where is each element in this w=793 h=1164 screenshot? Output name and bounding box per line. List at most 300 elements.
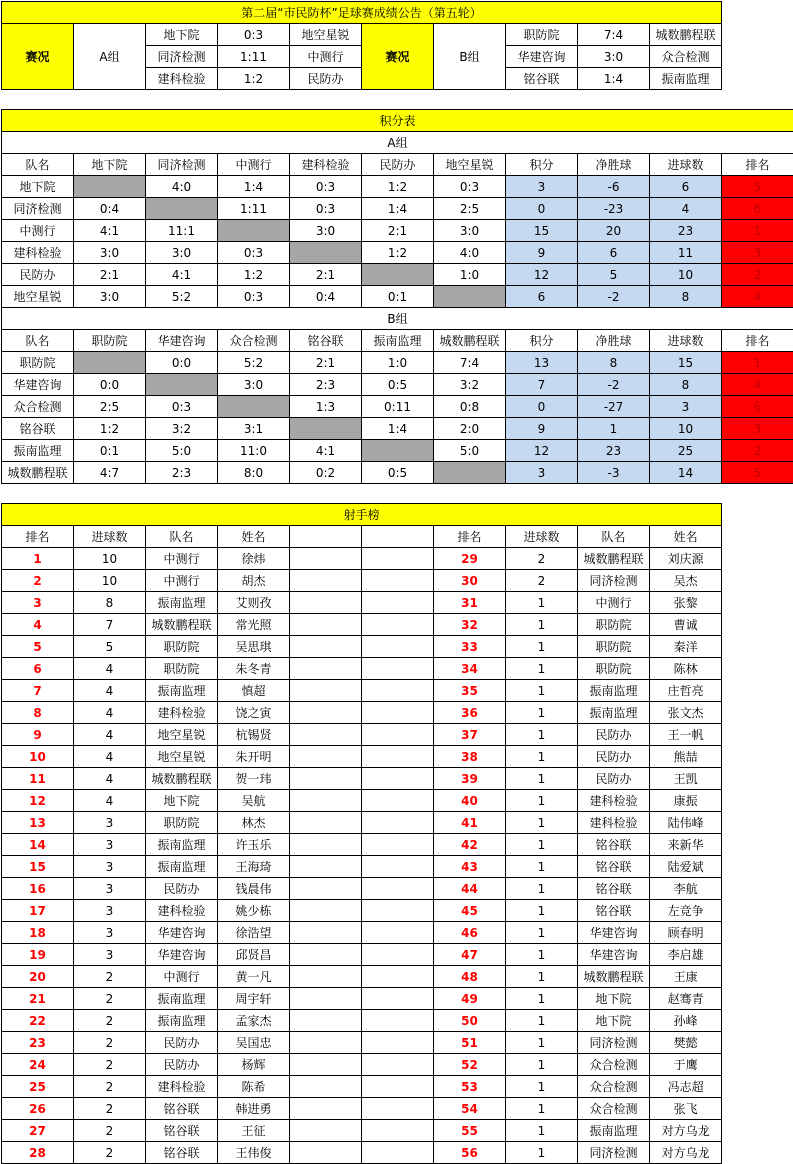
scorer-player-name: 张黎: [650, 592, 722, 614]
scorer-row: [2, 900, 722, 922]
scorer-row: [2, 768, 722, 790]
scorer-rank: 14: [2, 834, 74, 856]
scorer-team-name: 中测行: [146, 570, 218, 592]
column-header: 积分: [506, 154, 578, 176]
spacer-cell: [362, 922, 434, 944]
spacer-cell: [362, 1120, 434, 1142]
scorer-goals: 2: [74, 1076, 146, 1098]
spacer-cell: [362, 856, 434, 878]
scorer-rank: 4: [2, 614, 74, 636]
self-match-cell: [146, 198, 218, 220]
scorer-rank: 43: [434, 856, 506, 878]
scorer-player-name: 杭锡贤: [218, 724, 290, 746]
scorer-team-name: 民防办: [578, 724, 650, 746]
match-score: 3:2: [434, 374, 506, 396]
scorers-header-row: [2, 526, 722, 548]
goals-for: 14: [650, 462, 722, 484]
goals-for: 11: [650, 242, 722, 264]
team-name: 众合检测: [2, 396, 74, 418]
scorer-team-name: 地下院: [578, 1010, 650, 1032]
scorer-rank: 9: [2, 724, 74, 746]
table-row: [2, 264, 793, 286]
scorer-row: [2, 988, 722, 1010]
scorer-rank: 15: [2, 856, 74, 878]
match-score: 1:0: [362, 352, 434, 374]
scorer-rank: 16: [2, 878, 74, 900]
scorer-goals: 10: [74, 570, 146, 592]
match-score: 2:1: [362, 220, 434, 242]
rank: 5: [722, 462, 793, 484]
scorer-goals: 1: [506, 746, 578, 768]
scorer-goals: 1: [506, 702, 578, 724]
spacer-cell: [362, 658, 434, 680]
scorer-row: [2, 1032, 722, 1054]
match-score: 1:2: [362, 176, 434, 198]
match-score: 1:4: [362, 418, 434, 440]
self-match-cell: [290, 418, 362, 440]
scorer-goals: 1: [506, 1032, 578, 1054]
scorer-team-name: 民防办: [146, 878, 218, 900]
scorer-player-name: 左竞争: [650, 900, 722, 922]
column-header: 队名: [2, 154, 74, 176]
scorer-player-name: 黄一凡: [218, 966, 290, 988]
spacer-cell: [290, 1076, 362, 1098]
scorer-goals: 1: [506, 790, 578, 812]
scorer-player-name: 韩进勇: [218, 1098, 290, 1120]
scorer-player-name: 王康: [650, 966, 722, 988]
rank: 2: [722, 264, 793, 286]
column-header: 净胜球: [578, 330, 650, 352]
points: 12: [506, 264, 578, 286]
scorer-team-name: 城数鹏程联: [146, 614, 218, 636]
match-score: 1:2: [218, 68, 290, 90]
match-home: 职防院: [506, 24, 578, 46]
spacer-cell: [290, 988, 362, 1010]
column-header: 城数鹏程联: [434, 330, 506, 352]
match-score: 2:5: [434, 198, 506, 220]
scorer-rank: 22: [2, 1010, 74, 1032]
rank: 2: [722, 440, 793, 462]
match-score: 1:4: [362, 198, 434, 220]
scorer-rank: 46: [434, 922, 506, 944]
match-score: 2:3: [290, 374, 362, 396]
scorer-goals: 1: [506, 944, 578, 966]
scorer-rank: 20: [2, 966, 74, 988]
scorer-rank: 44: [434, 878, 506, 900]
match-score: 0:3: [146, 396, 218, 418]
table-row: [2, 418, 793, 440]
goal-difference: 5: [578, 264, 650, 286]
match-score: 3:1: [218, 418, 290, 440]
team-name: 中测行: [2, 220, 74, 242]
scorer-goals: 5: [74, 636, 146, 658]
match-score: 1:11: [218, 46, 290, 68]
scorer-rank: 48: [434, 966, 506, 988]
scorer-team-name: 建科检验: [578, 790, 650, 812]
standings-table: [1, 109, 793, 484]
scorer-team-name: 振南监理: [578, 702, 650, 724]
scorer-goals: 1: [506, 922, 578, 944]
points: 12: [506, 440, 578, 462]
team-name: 职防院: [2, 352, 74, 374]
scorer-player-name: 常光照: [218, 614, 290, 636]
spacer-cell: [290, 570, 362, 592]
scorer-team-name: 建科检验: [146, 702, 218, 724]
points: 3: [506, 462, 578, 484]
scorer-team-name: 民防办: [146, 1032, 218, 1054]
scorer-rank: 6: [2, 658, 74, 680]
scorer-team-name: 城数鹏程联: [578, 548, 650, 570]
column-header: 华建咨询: [146, 330, 218, 352]
scorer-rank: 42: [434, 834, 506, 856]
scorer-goals: 4: [74, 768, 146, 790]
table-row: [2, 286, 793, 308]
scorer-player-name: 吴国忠: [218, 1032, 290, 1054]
goal-difference: -3: [578, 462, 650, 484]
rank: 6: [722, 198, 793, 220]
spacer-cell: [290, 944, 362, 966]
table-row: [2, 198, 793, 220]
scorer-player-name: 饶之寅: [218, 702, 290, 724]
scorer-player-name: 陈林: [650, 658, 722, 680]
scorer-rank: 7: [2, 680, 74, 702]
scorer-row: [2, 944, 722, 966]
scorers-table: [1, 503, 722, 1164]
scorer-team-name: 中测行: [146, 548, 218, 570]
scorer-team-name: 铭谷联: [578, 856, 650, 878]
rank: 3: [722, 418, 793, 440]
scorer-team-name: 职防院: [578, 658, 650, 680]
spacer-cell: [290, 702, 362, 724]
scorer-team-name: 华建咨询: [578, 944, 650, 966]
scorer-player-name: 吴杰: [650, 570, 722, 592]
scorer-player-name: 李航: [650, 878, 722, 900]
scorer-player-name: 吴思琪: [218, 636, 290, 658]
match-score: 0:4: [290, 286, 362, 308]
scorer-goals: 1: [506, 724, 578, 746]
scorer-player-name: 姚少栋: [218, 900, 290, 922]
scorer-rank: 10: [2, 746, 74, 768]
goal-difference: 6: [578, 242, 650, 264]
scorer-goals: 4: [74, 658, 146, 680]
column-header: 中测行: [218, 154, 290, 176]
scorer-rank: 19: [2, 944, 74, 966]
spacer-cell: [362, 1010, 434, 1032]
scorer-team-name: 民防办: [146, 1054, 218, 1076]
scorer-row: [2, 1054, 722, 1076]
spacer-cell: [290, 966, 362, 988]
scorer-goals: 4: [74, 790, 146, 812]
scorer-row: [2, 680, 722, 702]
match-score: 11:1: [146, 220, 218, 242]
scorer-team-name: 职防院: [146, 812, 218, 834]
scorer-rank: 18: [2, 922, 74, 944]
scorer-team-name: 铭谷联: [146, 1142, 218, 1164]
scorer-rank: 29: [434, 548, 506, 570]
scorer-row: [2, 658, 722, 680]
scorer-player-name: 曹诚: [650, 614, 722, 636]
spacer-cell: [362, 1142, 434, 1164]
team-name: 地空星锐: [2, 286, 74, 308]
scorer-player-name: 朱开明: [218, 746, 290, 768]
self-match-cell: [218, 396, 290, 418]
goals-for: 10: [650, 264, 722, 286]
column-header: 进球数: [650, 154, 722, 176]
scorer-team-name: 振南监理: [146, 1010, 218, 1032]
goal-difference: -2: [578, 286, 650, 308]
scorer-player-name: 王凯: [650, 768, 722, 790]
column-header: 建科检验: [290, 154, 362, 176]
goal-difference: 8: [578, 352, 650, 374]
scorer-row: [2, 570, 722, 592]
table-row: [2, 352, 793, 374]
scorer-team-name: 城数鹏程联: [146, 768, 218, 790]
scorer-player-name: 胡杰: [218, 570, 290, 592]
scorer-player-name: 陆伟峰: [650, 812, 722, 834]
column-header: 姓名: [218, 526, 290, 548]
match-score: 0:3: [290, 176, 362, 198]
scorer-row: [2, 548, 722, 570]
match-score: 1:3: [290, 396, 362, 418]
spacer-cell: [362, 1054, 434, 1076]
scorer-goals: 4: [74, 724, 146, 746]
match-score: 2:0: [434, 418, 506, 440]
scorer-goals: 1: [506, 900, 578, 922]
self-match-cell: [434, 286, 506, 308]
spacer-cell: [290, 834, 362, 856]
spacer-cell: [362, 548, 434, 570]
scorer-rank: 23: [2, 1032, 74, 1054]
scorer-goals: 1: [506, 1098, 578, 1120]
scorer-rank: 52: [434, 1054, 506, 1076]
self-match-cell: [434, 462, 506, 484]
scorer-team-name: 华建咨询: [578, 922, 650, 944]
goals-for: 23: [650, 220, 722, 242]
scorer-goals: 2: [506, 570, 578, 592]
scorer-row: [2, 790, 722, 812]
spacer-cell: [362, 592, 434, 614]
match-home: 建科检验: [146, 68, 218, 90]
scorer-team-name: 铭谷联: [146, 1120, 218, 1142]
scorer-rank: 39: [434, 768, 506, 790]
rank: 1: [722, 220, 793, 242]
scorer-row: [2, 834, 722, 856]
scorer-player-name: 对方乌龙: [650, 1142, 722, 1164]
scorer-player-name: 对方乌龙: [650, 1120, 722, 1142]
match-home: 华建咨询: [506, 46, 578, 68]
scorer-rank: 37: [434, 724, 506, 746]
spacer-cell: [290, 592, 362, 614]
announcement-title: 第二届“市民防杯”足球赛成绩公告（第五轮）: [2, 2, 722, 24]
match-score: 5:2: [146, 286, 218, 308]
match-score: 1:4: [218, 176, 290, 198]
scorer-team-name: 振南监理: [146, 592, 218, 614]
spacer-cell: [290, 1120, 362, 1142]
spacer-cell: [290, 856, 362, 878]
goals-for: 6: [650, 176, 722, 198]
spacer-cell: [362, 724, 434, 746]
spacer-cell: [290, 746, 362, 768]
scorer-player-name: 周宇轩: [218, 988, 290, 1010]
scorer-goals: 1: [506, 1054, 578, 1076]
match-score: 0:11: [362, 396, 434, 418]
scorer-player-name: 陆爱斌: [650, 856, 722, 878]
goal-difference: 20: [578, 220, 650, 242]
match-score: 0:3: [218, 24, 290, 46]
spacer-cell: [290, 1142, 362, 1164]
spacer-cell: [362, 614, 434, 636]
scorer-rank: 5: [2, 636, 74, 658]
scorer-rank: 53: [434, 1076, 506, 1098]
team-name: 民防办: [2, 264, 74, 286]
points: 9: [506, 418, 578, 440]
scorer-player-name: 孟家杰: [218, 1010, 290, 1032]
scorer-player-name: 孙峰: [650, 1010, 722, 1032]
spacer-cell: [290, 1010, 362, 1032]
scorer-player-name: 于鹰: [650, 1054, 722, 1076]
scorer-rank: 33: [434, 636, 506, 658]
scorer-team-name: 地空星锐: [146, 724, 218, 746]
match-score: 5:0: [146, 440, 218, 462]
spacer-cell: [362, 1032, 434, 1054]
match-score: 3:0: [290, 220, 362, 242]
scorer-player-name: 艾则孜: [218, 592, 290, 614]
scorer-player-name: 秦洋: [650, 636, 722, 658]
group-b-name: B组: [434, 24, 506, 90]
goal-difference: -27: [578, 396, 650, 418]
match-home: 地下院: [146, 24, 218, 46]
goal-difference: -6: [578, 176, 650, 198]
status-label-a: 赛况: [2, 24, 74, 90]
scorer-rank: 26: [2, 1098, 74, 1120]
match-score: 5:2: [218, 352, 290, 374]
match-score: 3:0: [578, 46, 650, 68]
spacer-cell: [362, 768, 434, 790]
scorer-team-name: 众合检测: [578, 1098, 650, 1120]
scorer-rank: 11: [2, 768, 74, 790]
spacer-cell: [362, 988, 434, 1010]
scorer-rank: 28: [2, 1142, 74, 1164]
match-score: 11:0: [218, 440, 290, 462]
goals-for: 3: [650, 396, 722, 418]
scorer-player-name: 徐炜: [218, 548, 290, 570]
team-name: 铭谷联: [2, 418, 74, 440]
goal-difference: -2: [578, 374, 650, 396]
scorer-goals: 1: [506, 680, 578, 702]
rank: 1: [722, 352, 793, 374]
scorer-player-name: 庄哲亮: [650, 680, 722, 702]
points: 0: [506, 198, 578, 220]
match-score: 3:0: [74, 242, 146, 264]
scorer-team-name: 振南监理: [146, 856, 218, 878]
scorer-rank: 54: [434, 1098, 506, 1120]
scorer-row: [2, 1076, 722, 1098]
match-score: 0:3: [218, 286, 290, 308]
scorer-goals: 1: [506, 636, 578, 658]
scorer-rank: 25: [2, 1076, 74, 1098]
column-header: 排名: [722, 154, 793, 176]
self-match-cell: [290, 242, 362, 264]
scorer-rank: 27: [2, 1120, 74, 1142]
scorer-rank: 40: [434, 790, 506, 812]
scorer-team-name: 铭谷联: [578, 878, 650, 900]
match-score: 0:5: [362, 374, 434, 396]
spacer-cell: [290, 526, 362, 548]
scorer-player-name: 许玉乐: [218, 834, 290, 856]
scorer-goals: 2: [74, 966, 146, 988]
spacer-cell: [290, 1054, 362, 1076]
scorer-player-name: 李启雄: [650, 944, 722, 966]
scorer-goals: 3: [74, 834, 146, 856]
scorer-player-name: 陈希: [218, 1076, 290, 1098]
table-row: [2, 440, 793, 462]
scorer-goals: 3: [74, 944, 146, 966]
match-score: 2:3: [146, 462, 218, 484]
match-score: 2:1: [74, 264, 146, 286]
scorer-team-name: 职防院: [146, 658, 218, 680]
scorer-goals: 1: [506, 1120, 578, 1142]
match-away: 众合检测: [650, 46, 722, 68]
match-score: 0:2: [290, 462, 362, 484]
spacer-cell: [362, 570, 434, 592]
spacer-cell: [290, 790, 362, 812]
spacer-cell: [290, 1032, 362, 1054]
column-header: 排名: [2, 526, 74, 548]
scorer-goals: 2: [74, 1054, 146, 1076]
scorer-row: [2, 746, 722, 768]
team-name: 建科检验: [2, 242, 74, 264]
match-score: 0:0: [74, 374, 146, 396]
spacer-cell: [290, 812, 362, 834]
scorer-row: [2, 702, 722, 724]
match-score: 3:2: [146, 418, 218, 440]
match-score: 8:0: [218, 462, 290, 484]
rank: 4: [722, 286, 793, 308]
match-score: 4:0: [434, 242, 506, 264]
scorer-team-name: 民防办: [578, 746, 650, 768]
scorer-team-name: 振南监理: [146, 988, 218, 1010]
scorer-team-name: 同济检测: [578, 1032, 650, 1054]
scorer-team-name: 铭谷联: [578, 834, 650, 856]
match-score: 0:1: [74, 440, 146, 462]
scorer-player-name: 刘庆源: [650, 548, 722, 570]
table-row: [2, 220, 793, 242]
spacer-cell: [290, 680, 362, 702]
match-away: 城数鹏程联: [650, 24, 722, 46]
status-label-b: 赛况: [362, 24, 434, 90]
spacer-cell: [362, 1076, 434, 1098]
spacer-cell: [362, 812, 434, 834]
scorer-row: [2, 966, 722, 988]
scorer-team-name: 同济检测: [578, 1142, 650, 1164]
spacer-cell: [362, 834, 434, 856]
self-match-cell: [218, 220, 290, 242]
group-a-name: A组: [74, 24, 146, 90]
scorer-goals: 1: [506, 966, 578, 988]
match-score: 1:2: [218, 264, 290, 286]
scorer-team-name: 地下院: [578, 988, 650, 1010]
scorer-player-name: 王海琦: [218, 856, 290, 878]
scorer-rank: 55: [434, 1120, 506, 1142]
match-score: 3:0: [434, 220, 506, 242]
scorer-rank: 56: [434, 1142, 506, 1164]
scorer-goals: 3: [74, 878, 146, 900]
standings-title-row: [2, 110, 793, 132]
scorer-player-name: 来新华: [650, 834, 722, 856]
goals-for: 25: [650, 440, 722, 462]
self-match-cell: [74, 176, 146, 198]
table-row: [2, 396, 793, 418]
